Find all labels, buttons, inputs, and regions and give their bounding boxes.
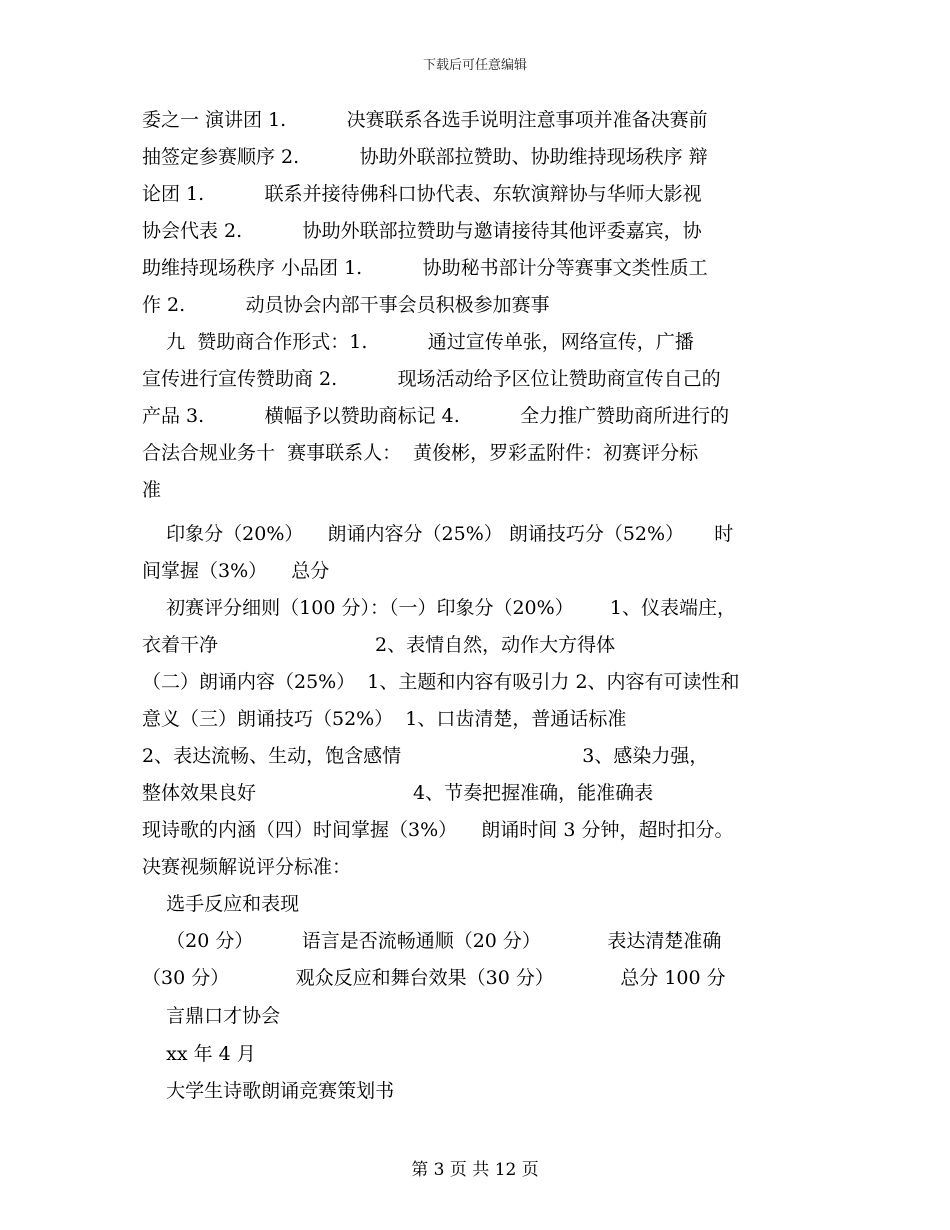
text-line: 九 赞助商合作形式：1. 通过宣传单张，网络宣传，广播 [142, 331, 694, 353]
text-line: （30 分） 观众反应和舞台效果（30 分） 总分 100 分 [142, 967, 726, 989]
text-line: 2、表达流畅、生动，饱含感情 3、感染力强， [142, 745, 709, 767]
page-number-footer: 第 3 页 共 12 页 [411, 1160, 539, 1180]
text-line: 现诗歌的内涵（四）时间掌握（3%） 朗诵时间 3 分钟，超时扣分。 [142, 819, 734, 841]
text-line: 委之一 演讲团 1. 决赛联系各选手说明注意事项并准备决赛前 [142, 109, 708, 131]
text-line: 意义（三）朗诵技巧（52%） 1、口齿清楚，普通话标准 [142, 708, 627, 730]
text-line: 衣着干净 2、表情自然，动作大方得体 [142, 634, 616, 656]
text-line: xx 年 4 月 [142, 1043, 256, 1065]
text-line: 整体效果良好 4、节奏把握准确，能准确表 [142, 782, 654, 804]
text-line: （20 分） 语言是否流畅通顺（20 分） 表达清楚准确 [142, 930, 722, 952]
text-line: 选手反应和表现 [142, 893, 300, 915]
text-line: 间掌握（3%） 总分 [142, 560, 330, 582]
text-line: 印象分（20%） 朗诵内容分（25%） 朗诵技巧分（52%） 时 [142, 523, 734, 545]
text-line: （二）朗诵内容（25%） 1、主题和内容有吸引力 2、内容有可读性和 [142, 671, 740, 693]
text-line: 助维持现场秩序 小品团 1. 协助秘书部计分等赛事文类性质工 [142, 257, 708, 279]
text-line: 论团 1. 联系并接待佛科口协代表、东软演辩协与华师大影视 [142, 183, 702, 205]
text-line: 作 2. 动员协会内部干事会员积极参加赛事 [142, 294, 550, 316]
text-line: 言鼎口才协会 [142, 1005, 281, 1027]
text-line: 产品 3. 横幅予以赞助商标记 4. 全力推广赞助商所进行的 [142, 405, 730, 427]
text-line: 抽签定参赛顺序 2. 协助外联部拉赞助、协助维持现场秩序 辩 [142, 146, 708, 168]
text-line: 决赛视频解说评分标准： [142, 856, 352, 878]
text-line: 合法合规业务十 赛事联系人： 黄俊彬，罗彩孟附件：初赛评分标 [142, 442, 699, 464]
text-line: 宣传进行宣传赞助商 2. 现场活动给予区位让赞助商宣传自己的 [142, 368, 721, 390]
text-line: 大学生诗歌朗诵竞赛策划书 [142, 1080, 395, 1102]
text-line: 协会代表 2. 协助外联部拉赞助与邀请接待其他评委嘉宾，协 [142, 220, 702, 242]
page-header: 下载后可任意编辑 [422, 58, 527, 73]
text-line: 准 [142, 479, 162, 501]
text-line: 初赛评分细则（100 分）：（一）印象分（20%） 1、仪表端庄， [142, 597, 737, 619]
